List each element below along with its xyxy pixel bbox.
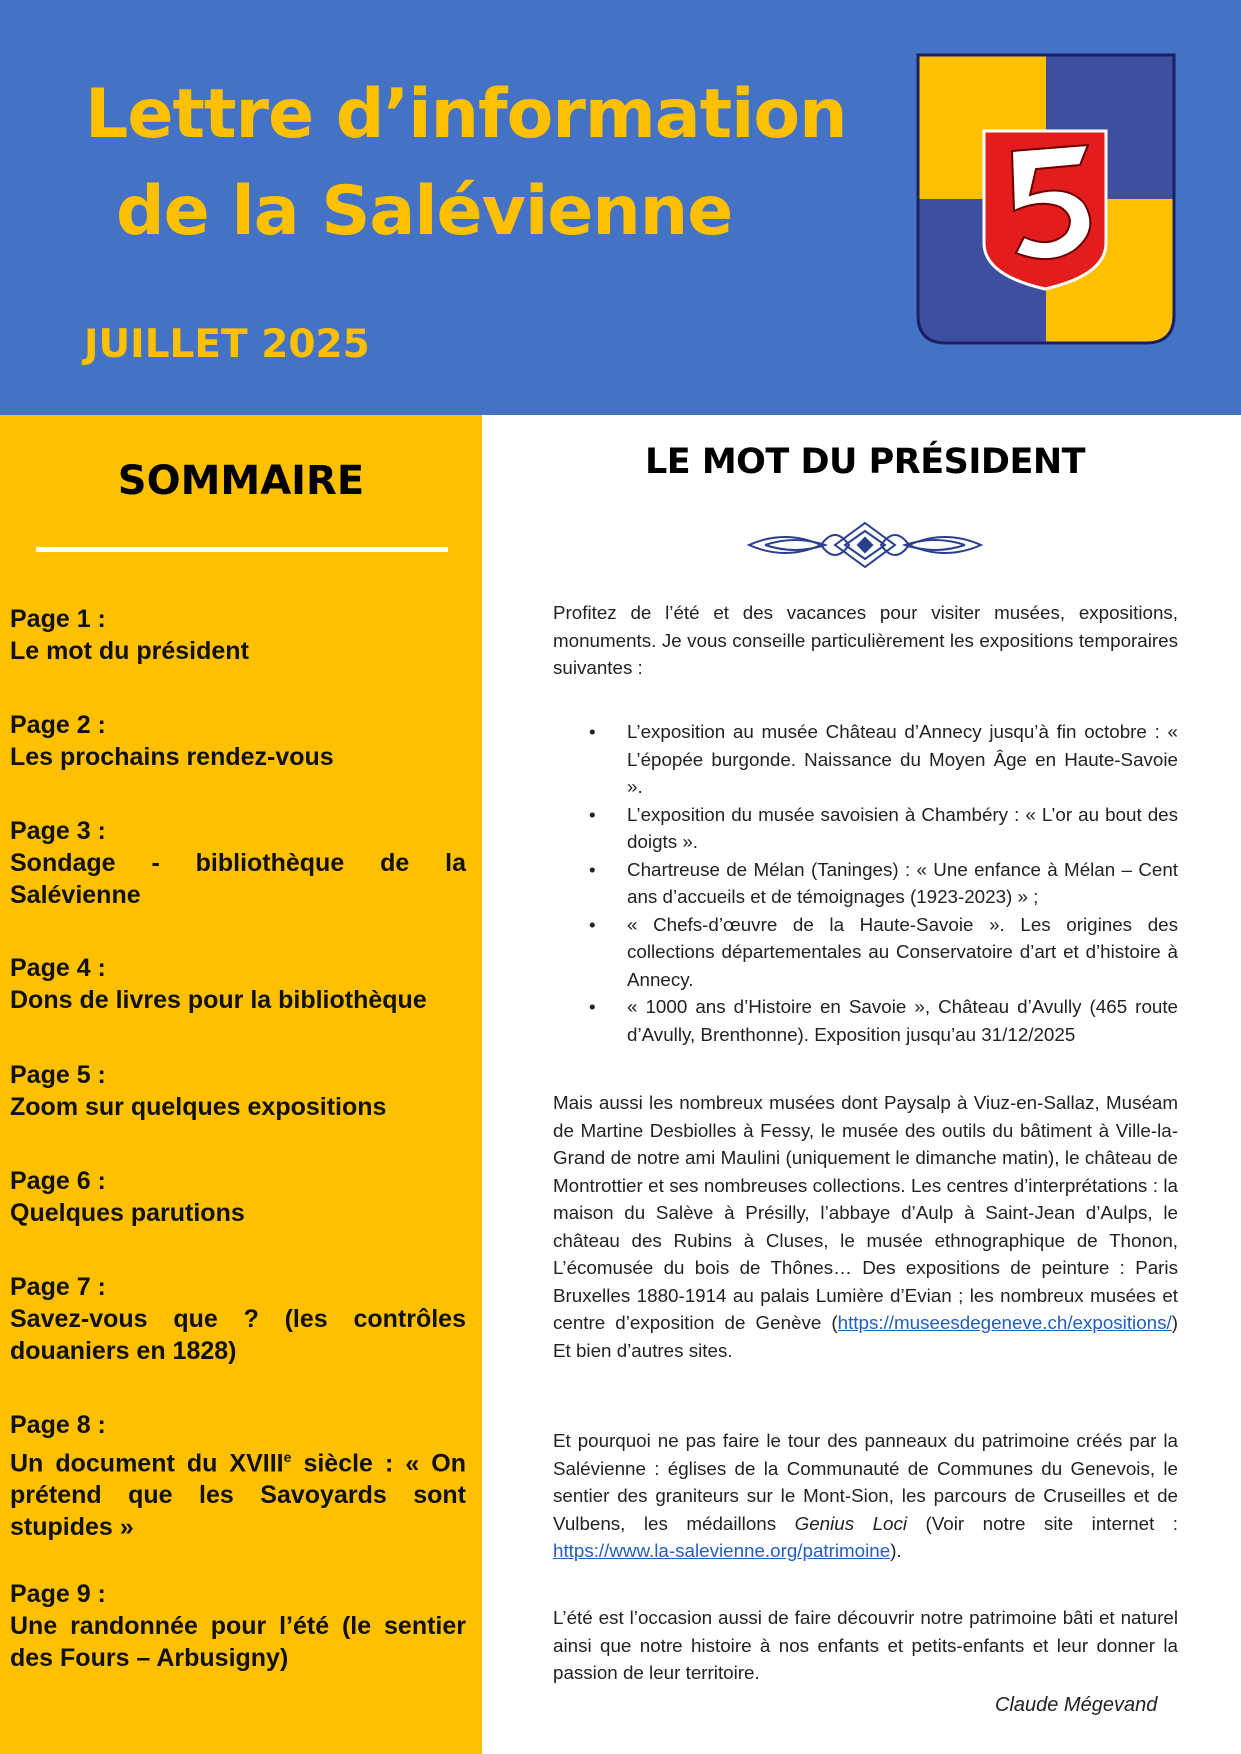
toc-text: Le mot du président bbox=[10, 637, 249, 665]
toc-page: Page 8 : bbox=[10, 1411, 106, 1439]
sommaire-divider bbox=[36, 547, 448, 552]
toc-text: Une randonnée pour l’été (le sentier des Fours – Arbusigny) bbox=[10, 1612, 466, 1672]
list-item: • L’exposition au musée Château d’Annecy jusqu’à fin octobre : « L’épopée burgonde. Naissance du Moyen Âge en Haute-Savoie ». bbox=[627, 718, 1178, 801]
toc-text: Sondage - bibliothèque de la Salévienne bbox=[10, 849, 466, 909]
toc-text: Un document du XVIIIe siècle : « On prétend que les Savoyards sont stupides » bbox=[10, 1449, 466, 1542]
toc-text: Dons de livres pour la bibliothèque bbox=[10, 986, 427, 1014]
issue-date: JUILLET 2025 bbox=[84, 322, 370, 367]
toc-item-1 bbox=[10, 603, 466, 667]
toc-page: Page 1 : bbox=[10, 605, 106, 633]
toc-item-8 bbox=[10, 1409, 466, 1543]
intro-paragraph: Profitez de l’été et des vacances pour visiter musées, expositions, monuments. Je vous conseille particulièrement les expositions temporaires suivantes : bbox=[553, 602, 1178, 678]
president-title: LE MOT DU PRÉSIDENT bbox=[644, 442, 1086, 482]
exhibition-list bbox=[627, 718, 1178, 1048]
salevienne-crest-icon bbox=[916, 53, 1176, 345]
toc-text: Quelques parutions bbox=[10, 1199, 245, 1227]
signature: Claude Mégevand bbox=[995, 1694, 1158, 1716]
toc-page: Page 9 : bbox=[10, 1580, 106, 1608]
list-item: • L’exposition du musée savoisien à Chambéry : « L’or au bout des doigts ». bbox=[627, 801, 1178, 856]
decorative-divider-icon bbox=[745, 515, 985, 575]
toc-page: Page 3 : bbox=[10, 817, 106, 845]
toc-item-6 bbox=[10, 1165, 466, 1229]
closing-paragraph: L’été est l’occasion aussi de faire découvrir notre patrimoine bâti et naturel ainsi que notre histoire à nos enfants et petits-enfants et leur donner la passion de leur territoire. bbox=[553, 1607, 1178, 1683]
toc-item-4 bbox=[10, 952, 466, 1016]
toc-page: Page 2 : bbox=[10, 711, 106, 739]
toc-item-5 bbox=[10, 1059, 466, 1123]
toc-item-2 bbox=[10, 709, 466, 773]
toc-text: Zoom sur quelques expositions bbox=[10, 1093, 387, 1121]
newsletter-title-line1: Lettre d’information bbox=[85, 75, 847, 154]
museums-paragraph: Mais aussi les nombreux musées dont Paysalp à Viuz-en-Sallaz, Muséam de Martine Desbiolles à Fessy, le musée des outils du bâtiment à Ville-la-Grand de notre ami Maulini (uniquement le dimanche matin), le château de Montrottier et ses nombreuses collections. Les centres d’interprétations : la maison du Salève à Présilly, l’abbaye d’Aulp à Saint-Jean d’Aulps, le château des Rubins à Cluses, le musée ethnographique de Thonon, L’écomusée du bois de Thônes… Des expositions de peinture : Paris Bruxelles 1880-1914 au palais Lumière d’Evian ; les nombreux musées et centre d’exposition de Genève (https://museesdegeneve.ch/expositions/) Et bien d’autres sites. bbox=[553, 1092, 1178, 1361]
heritage-paragraph: Et pourquoi ne pas faire le tour des panneaux du patrimoine créés par la Salévienne : églises de la Communauté de Communes du Genevois, le sentier des graniteurs sur le Mont-Sion, les parcours de Cruseilles et de Vulbens, les médaillons Genius Loci (Voir notre site internet : https://www.la-salevienne.org/patrimoine). bbox=[553, 1430, 1178, 1561]
newsletter-title-line2: de la Salévienne bbox=[116, 172, 733, 251]
toc-page: Page 5 : bbox=[10, 1061, 106, 1089]
toc-page: Page 6 : bbox=[10, 1167, 106, 1195]
toc-page: Page 7 : bbox=[10, 1273, 106, 1301]
toc-page: Page 4 : bbox=[10, 954, 106, 982]
salevienne-patrimoine-link[interactable]: https://www.la-salevienne.org/patrimoine bbox=[553, 1540, 891, 1561]
musees-geneve-link[interactable]: https://museesdegeneve.ch/expositions/ bbox=[837, 1312, 1172, 1333]
toc-item-3 bbox=[10, 815, 466, 911]
toc-item-7 bbox=[10, 1271, 466, 1367]
list-item: • Chartreuse de Mélan (Taninges) : « Une enfance à Mélan – Cent ans d’accueils et de témoignages (1923-2023) » ; bbox=[627, 856, 1178, 911]
list-item: • « Chefs-d’œuvre de la Haute-Savoie ». Les origines des collections départementales au Conservatoire d’art et d’histoire à Annecy. bbox=[627, 911, 1178, 994]
toc-text: Les prochains rendez-vous bbox=[10, 743, 334, 771]
toc-text: Savez-vous que ? (les contrôles douaniers en 1828) bbox=[10, 1305, 466, 1365]
toc-item-9 bbox=[10, 1578, 466, 1674]
sommaire-title: SOMMAIRE bbox=[117, 458, 365, 504]
list-item: • « 1000 ans d’Histoire en Savoie », Château d’Avully (465 route d’Avully, Brenthonne). Exposition jusqu’au 31/12/2025 bbox=[627, 993, 1178, 1048]
